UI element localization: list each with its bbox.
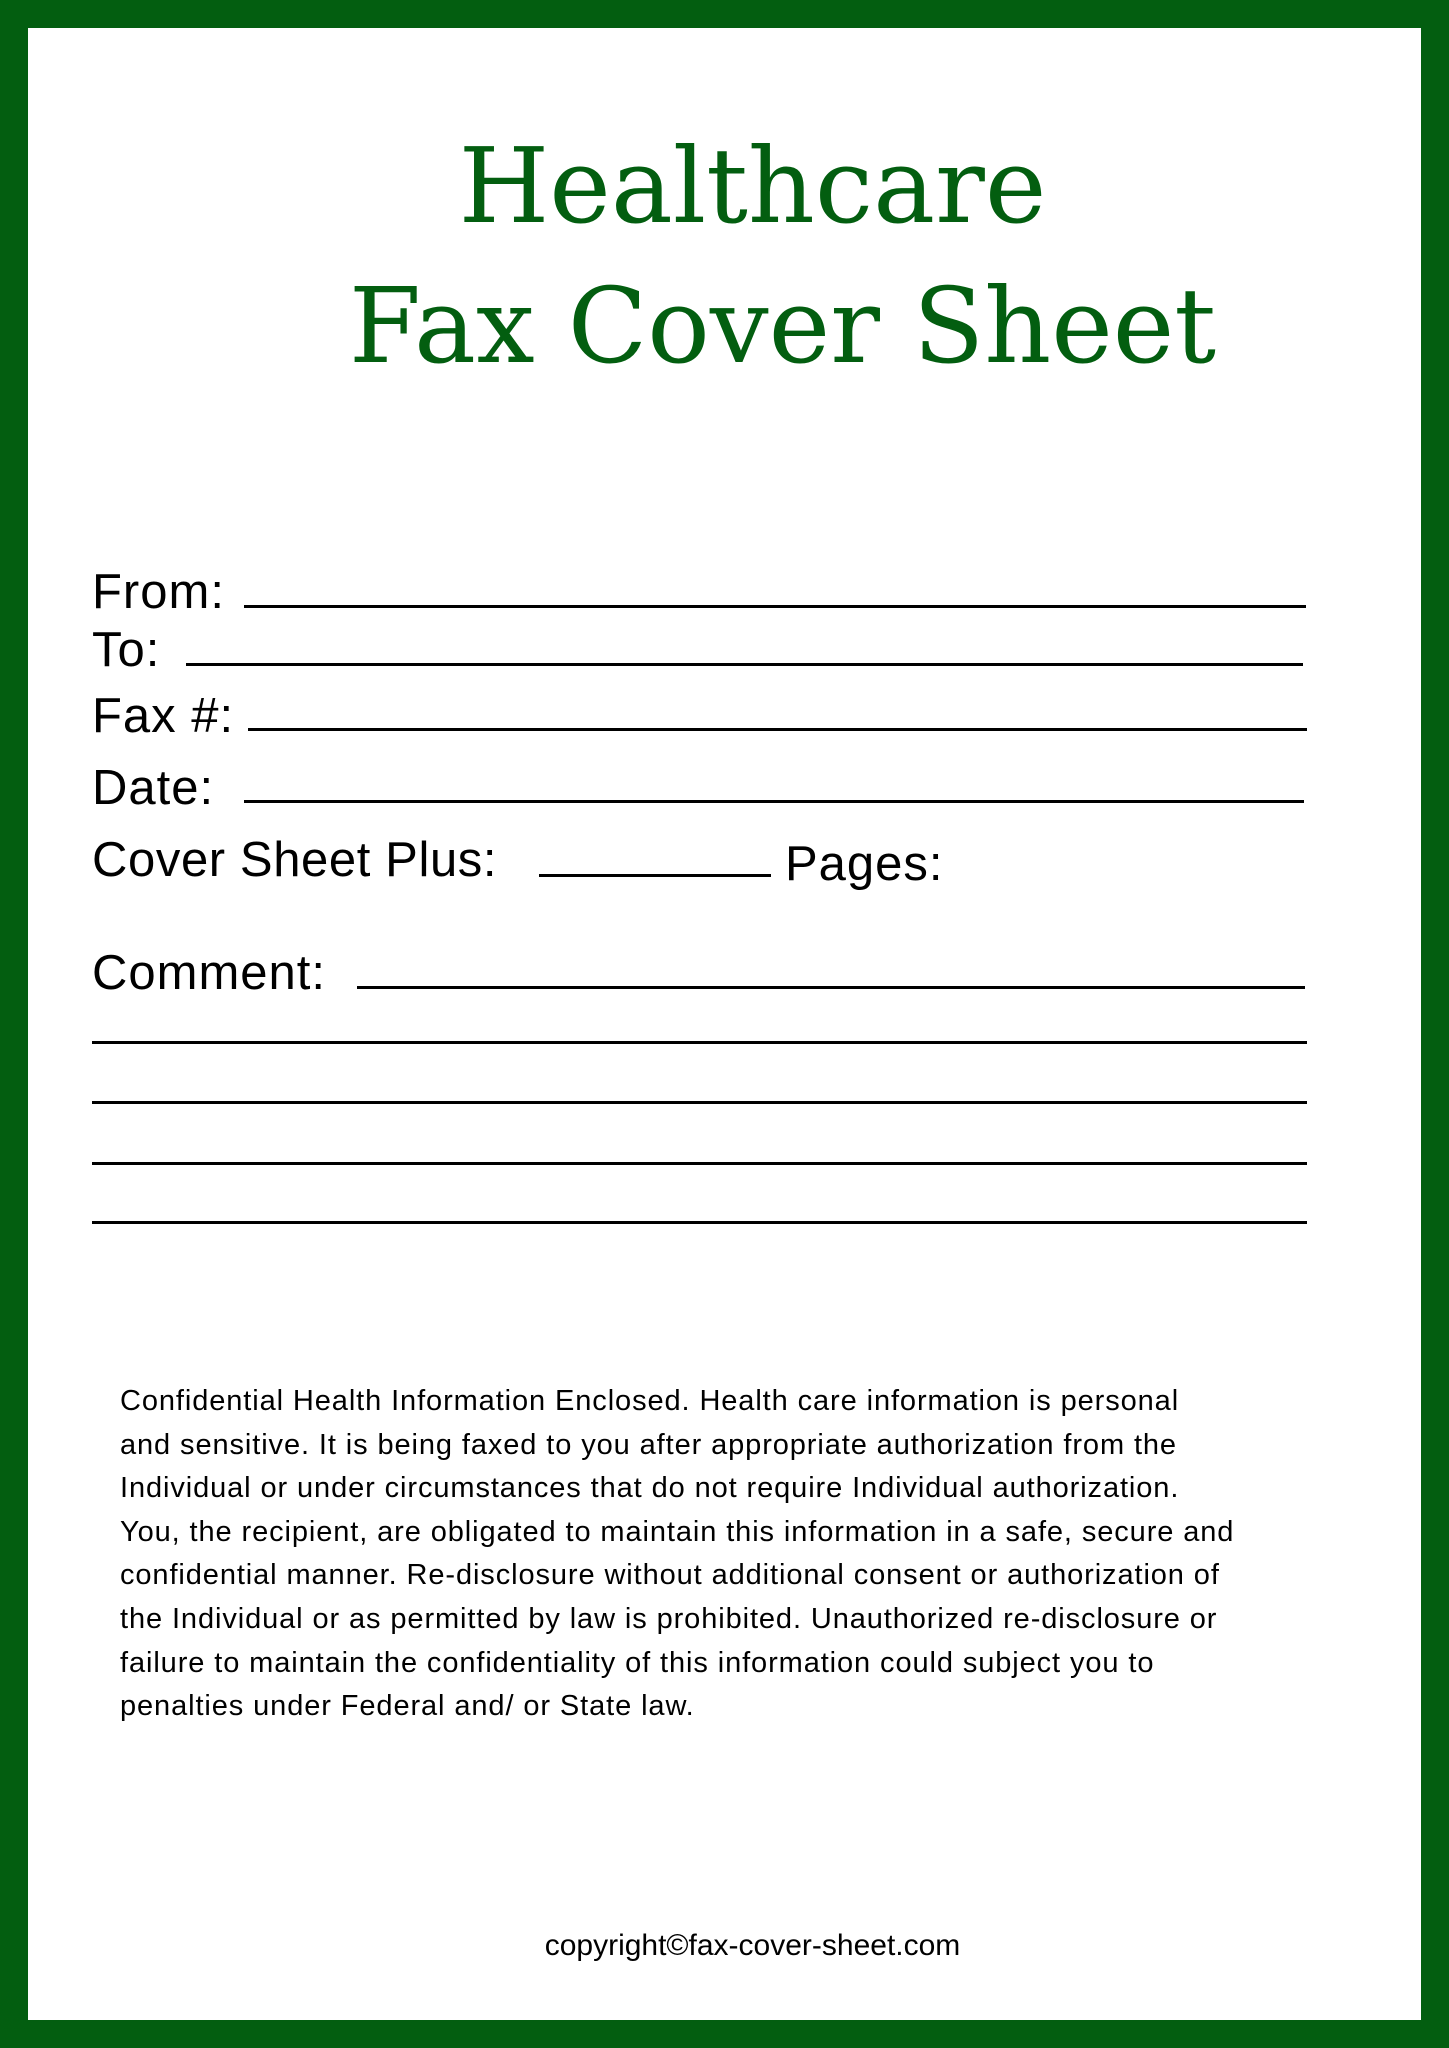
disclaimer-line: You, the recipient, are obligated to maintain this information in a safe, secure and xyxy=(120,1515,1235,1548)
title-healthcare: Healthcare xyxy=(458,125,1047,247)
comment-label: Comment: xyxy=(92,946,327,1000)
comment-line-4[interactable] xyxy=(92,1162,1307,1165)
date-label: Date: xyxy=(92,761,215,815)
title-fax-cover-sheet: Fax Cover Sheet xyxy=(348,265,1217,387)
cover-sheet-plus-field-line[interactable] xyxy=(539,874,771,877)
confidentiality-disclaimer xyxy=(120,1380,1410,1729)
disclaimer-line: Confidential Health Information Enclosed. Health care information is personal xyxy=(120,1385,1180,1417)
comment-line-2[interactable] xyxy=(92,1041,1307,1044)
comment-line-5[interactable] xyxy=(92,1221,1307,1224)
fax-number-label: Fax #: xyxy=(92,689,235,743)
date-field-line[interactable] xyxy=(244,800,1304,803)
disclaimer-line: confidential manner. Re-disclosure without additional consent or authorization of xyxy=(120,1559,1220,1592)
disclaimer-line: Individual or under circumstances that do not require Individual authorization. xyxy=(120,1472,1180,1505)
comment-line-3[interactable] xyxy=(92,1101,1307,1104)
cover-sheet-plus-label: Cover Sheet Plus: xyxy=(92,833,498,887)
disclaimer-line: the Individual or as permitted by law is prohibited. Unauthorized re-disclosure or xyxy=(120,1602,1218,1635)
to-label: To: xyxy=(92,623,161,677)
copyright-footer: copyright©fax-cover-sheet.com xyxy=(544,1929,961,1962)
pages-label: Pages: xyxy=(785,837,944,891)
from-field-line[interactable] xyxy=(244,605,1306,608)
disclaimer-line: and sensitive. It is being faxed to you after appropriate authorization from the xyxy=(120,1428,1177,1461)
fax-number-field-line[interactable] xyxy=(248,728,1307,731)
to-field-line[interactable] xyxy=(186,663,1303,666)
comment-field-line[interactable] xyxy=(357,986,1305,989)
from-label: From: xyxy=(92,565,225,619)
disclaimer-line: failure to maintain the confidentiality of this information could subject you to xyxy=(120,1646,1155,1679)
disclaimer-line: penalties under Federal and/ or State law. xyxy=(120,1690,695,1723)
